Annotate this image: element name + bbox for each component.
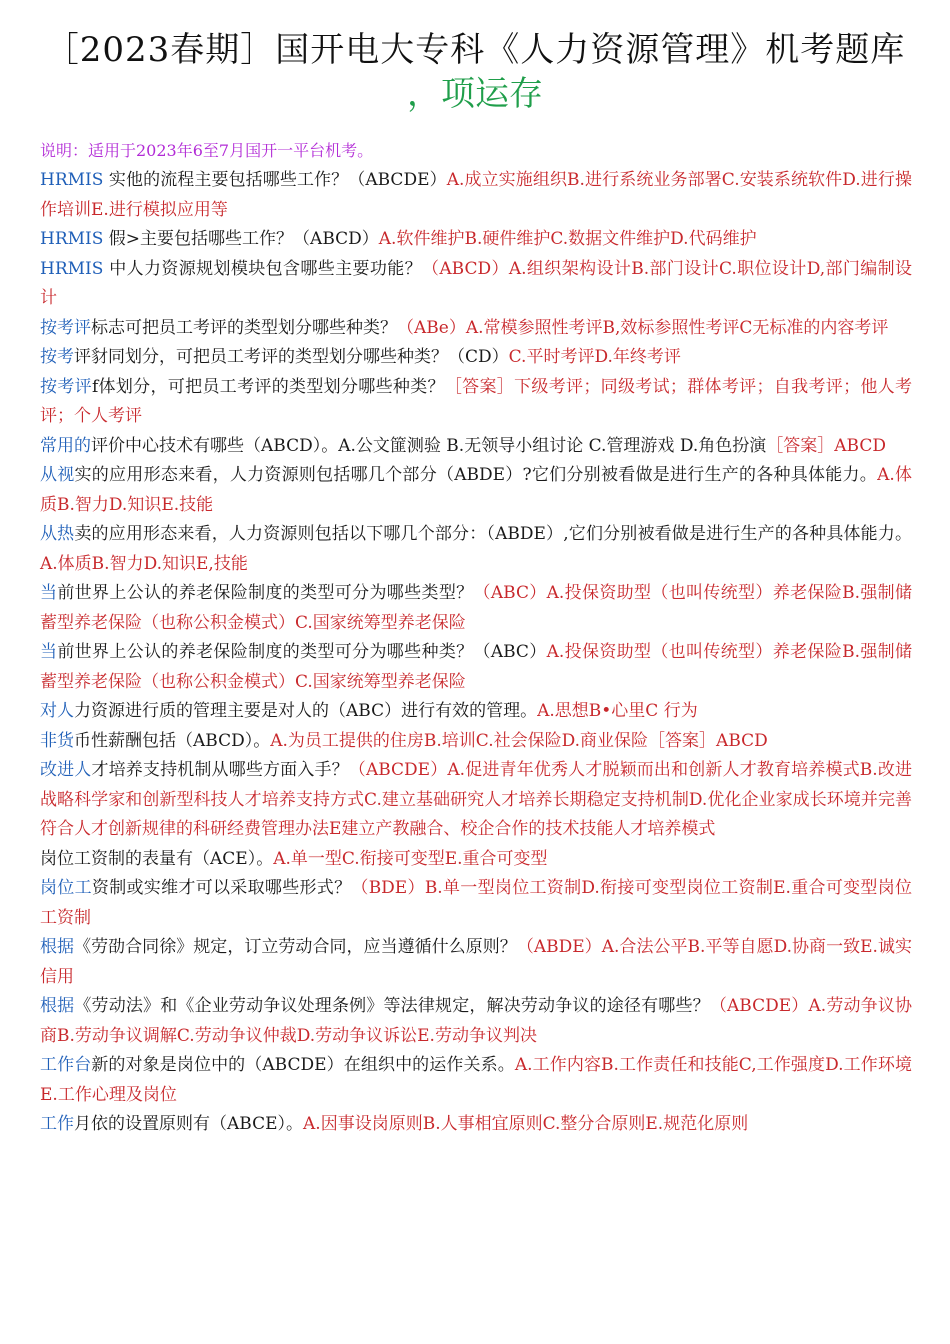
question-text: 岗位工资制的表量有（ACE）。	[40, 848, 274, 869]
question-item	[40, 520, 912, 579]
question-lead: 岗位工	[40, 878, 92, 898]
question-text: f体划分，可把员工考评的类型划分哪些种类？	[91, 376, 445, 397]
answer-text: A.思想B•心里C 行为	[537, 701, 698, 721]
question-lead: 根据	[40, 996, 75, 1016]
question-lead: 从热	[40, 524, 75, 544]
question-lead: HRMIS	[40, 258, 104, 279]
document-subtitle: ，项运存	[407, 74, 543, 114]
question-lead: 按考评	[40, 317, 91, 338]
question-lead: 按考	[40, 347, 74, 367]
answer-text: （ABCDE）A.促进青年优秀人才脱颖而出和创新人才教育培养模式B.改进战略科学家和创新型科技人才培养支持方式C.建立基础研究人才培养长期稳定支持机制D.优化企业家成长环境并完善符合人才创新规律的科研经费管理办法E建立产教融合、校企合作的技术技能人才培养模式	[40, 760, 912, 839]
answer-text: ［答案］ABCD	[766, 435, 886, 456]
question-item	[40, 697, 912, 727]
question-item	[40, 432, 912, 462]
answer-text: C.平时考评D.年终考评	[508, 347, 681, 367]
answer-text: A.体质B.智力D.知识E,技能	[40, 553, 248, 574]
question-lead: 当	[40, 642, 58, 662]
question-text: 力资源进行质的管理主要是对人的（ABC）进行有效的管理。	[74, 701, 538, 721]
answer-text: （ABDE）A.合法公平B.平等自愿D.协商一致E.诚实信用	[40, 937, 913, 987]
question-item	[40, 1051, 912, 1110]
question-item	[40, 225, 912, 255]
answer-text: A.工作内容B.工作责任和技能C,工作强度D.工作环境E.工作心理及岗位	[40, 1055, 912, 1105]
question-list	[40, 166, 912, 1140]
answer-text: A.体质B.智力D.知识E.技能	[40, 465, 913, 515]
answer-text: ［答案］下级考评；同级考试；群体考评；自我考评；他人考评；个人考评	[40, 376, 913, 426]
question-lead: HRMIS	[40, 229, 104, 249]
question-item	[40, 727, 912, 757]
question-text: 前世界上公认的养老保险制度的类型可分为哪些种类？（ABC）	[57, 642, 547, 662]
question-item	[40, 579, 912, 638]
question-lead: 当	[40, 583, 58, 603]
answer-text: （ABCDE）A.劳动争议协商B.劳动争议调解C.劳动争议仲裁D.劳动争议诉讼E.劳动争议判决	[40, 996, 913, 1046]
question-item	[40, 638, 912, 697]
question-lead: 按考评	[40, 376, 92, 397]
question-lead: HRMIS	[40, 170, 104, 190]
question-item	[40, 992, 912, 1051]
question-item	[40, 933, 912, 992]
question-lead: 常用的	[40, 435, 91, 456]
question-text: 评豺同划分，可把员工考评的类型划分哪些种类？（CD）	[74, 347, 509, 367]
question-text: 才培养支持机制从哪些方面入手？	[91, 760, 349, 780]
question-lead: 改进人	[40, 760, 92, 780]
question-text: 币性薪酬包括（ABCD）。	[74, 730, 271, 751]
question-item	[40, 756, 912, 845]
question-lead: 工作	[40, 1114, 74, 1134]
question-item	[40, 255, 912, 314]
answer-text: A.成立实施组织B.进行系统业务部署C.安装系统软件D.进行操作培训E.进行模拟应用等	[40, 170, 912, 220]
answer-text: A.为员工提供的住房B.培训C.社会保险D.商业保险［答案］ABCD	[270, 730, 768, 751]
question-item	[40, 373, 912, 432]
question-text: 标志可把员工考评的类型划分哪些种类？	[91, 317, 397, 338]
question-text: 评价中心技术有哪些（ABCD）。A.公文篚测验 B.无领导小组讨论 C.管理游戏 D.角色扮演	[91, 435, 767, 456]
document-title: ［2023春期］国开电大专科《人力资源管理》机考题库	[44, 30, 906, 70]
question-item	[40, 874, 912, 933]
question-lead: 根据	[40, 937, 75, 957]
question-item	[40, 461, 912, 520]
question-text: 实他的流程主要包括哪些工作？（ABCDE）	[103, 170, 447, 190]
answer-text: A.单一型C.衔接可变型E.重合可变型	[273, 848, 548, 869]
answer-text: （ABCD）A.组织架构设计B.部门设计C.职位设计D,部门编制设计	[40, 258, 913, 308]
question-item	[40, 314, 912, 344]
answer-text: （BDE）B.单一型岗位工资制D.衔接可变型岗位工资制E.重合可变型岗位工资制	[40, 878, 913, 928]
question-lead: 从视	[40, 465, 75, 485]
question-lead: 工作台	[40, 1055, 92, 1075]
question-text: 实的应用形态来看，人力资源则包括哪几个部分（ABDE）?它们分别被看做是进行生产的各种具体能力。	[74, 465, 878, 485]
answer-text: A.因事设岗原则B.人事相宜原则C.整分合原则E.规范化原则	[303, 1114, 749, 1134]
question-item	[40, 166, 912, 225]
question-text: 卖的应用形态来看，人力资源则包括以下哪几个部分：（ABDE）,它们分别被看做是进行生产的各种具体能力。	[74, 524, 912, 544]
question-text: 《劳劭合同徐》规定，订立劳动合同，应当遵循什么原则？	[74, 937, 517, 957]
answer-text: A.软件维护B.硬件维护C.数据文件维护D.代码维护	[378, 229, 757, 249]
question-item	[40, 343, 912, 373]
question-text: 假>主要包括哪些工作？（ABCD）	[103, 229, 379, 249]
question-lead: 非货	[40, 730, 74, 751]
question-text: 《劳动法》和《企业劳动争议处理条例》等法律规定，解决劳动争议的途径有哪些？	[74, 996, 710, 1016]
question-item	[40, 1110, 912, 1140]
question-text: 新的对象是岗位中的（ABCDE）在组织中的运作关系。	[91, 1055, 515, 1075]
usage-note: 说明：适用于2023年6至7月国开一平台机考。	[40, 141, 374, 160]
question-text: 前世界上公认的养老保险制度的类型可分为哪些类型？	[57, 583, 474, 603]
answer-text: （ABC）A.投保资助型（也叫传统型）养老保险B.强制储蓄型养老保险（也称公积金模式）C.国家统筹型养老保险	[40, 583, 913, 633]
question-text: 资制或实维才可以采取哪些形式？	[91, 878, 352, 898]
question-text: 中人力资源规划模块包含哪些主要功能？	[103, 258, 423, 279]
answer-text: （ABe）A.常模参照性考评B,效标参照性考评C无标准的内容考评	[397, 317, 889, 338]
answer-text: A.投保资助型（也叫传统型）养老保险B.强制储蓄型养老保险（也称公积金模式）C.国家统筹型养老保险	[40, 642, 913, 692]
question-text: 月依的设置原则有（ABCE）。	[74, 1114, 304, 1134]
question-lead: 对人	[40, 701, 74, 721]
question-item	[40, 845, 912, 875]
